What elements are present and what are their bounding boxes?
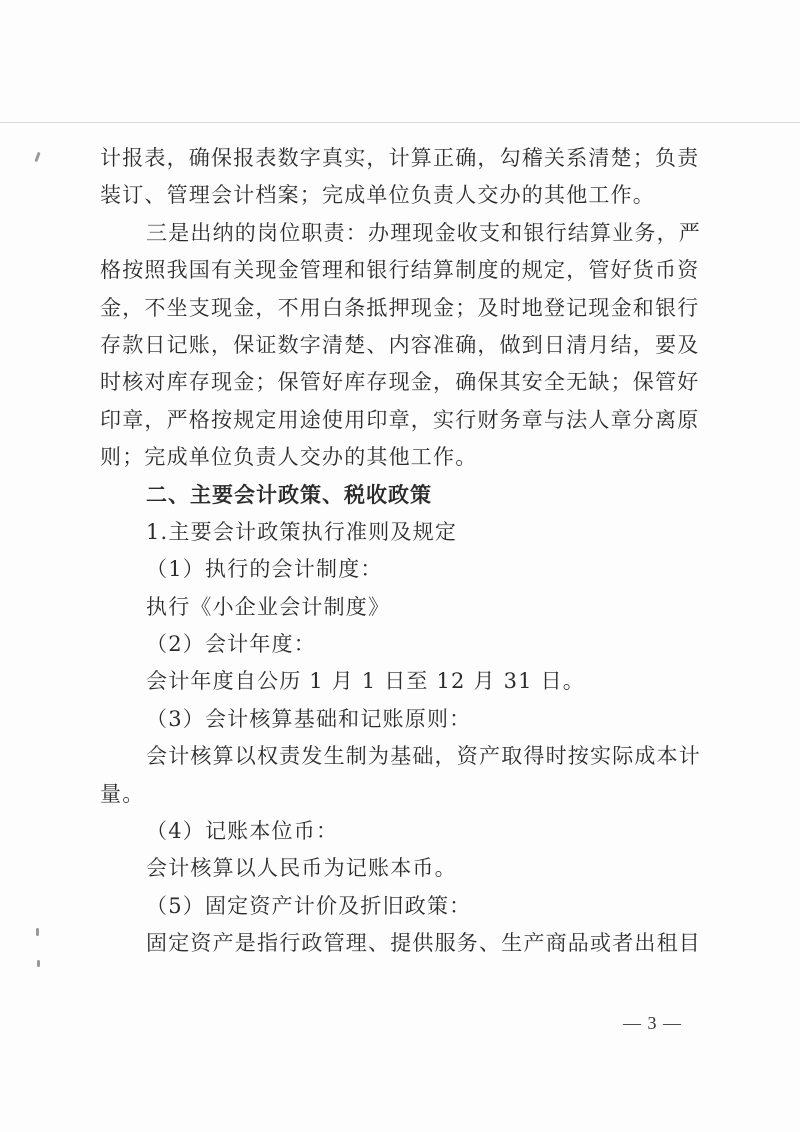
body-text (100, 140, 720, 963)
scan-mark-3 (37, 960, 40, 967)
text-line: 固定资产是指行政管理、提供服务、生产商品或者出租目 (146, 931, 701, 956)
page-number: — 3 — (623, 1013, 682, 1033)
text-line: 计报表，确保报表数字真实，计算正确，勾稽关系清楚；负责 (100, 146, 700, 170)
text-line: （1）执行的会计制度： (146, 557, 383, 582)
text-line: 时核对库存现金；保管好库存现金，确保其安全无缺；保管好 (100, 370, 700, 395)
text-line: 会计核算以权责发生制为基础，资产取得时按实际成本计 (146, 744, 701, 769)
text-line: 量。 (100, 781, 145, 806)
text-line: 则；完成单位负责人交办的其他工作。 (100, 445, 478, 470)
scan-mark-1 (34, 152, 40, 162)
subsection-heading: 1.主要会计政策执行准则及规定 (146, 519, 458, 544)
scan-mark-2 (36, 928, 39, 936)
text-line: 三是出纳的岗位职责：办理现金收支和银行结算业务，严 (146, 220, 701, 245)
text-line: （2）会计年度： (146, 632, 316, 657)
text-line: 印章，严格按规定用途使用印章，实行财务章与法人章分离原 (100, 407, 700, 432)
text-line: 金，不坐支现金，不用白条抵押现金；及时地登记现金和银行 (100, 295, 700, 320)
text-line: 会计核算以人民币为记账本币。 (146, 856, 457, 881)
text-line: 格按照我国有关现金管理和银行结算制度的规定，管好货币资 (100, 258, 700, 283)
text-line: （4）记账本位币： (146, 819, 339, 844)
text-line: 存款日记账，保证数字清楚、内容准确，做到日清月结，要及 (100, 332, 700, 357)
scan-top-rule (0, 122, 800, 123)
text-line: 执行《小企业会计制度》 (146, 594, 391, 619)
text-line: （5）固定资产计价及折旧政策： (146, 893, 472, 918)
text-line: 会计年度自公历 1 月 1 日至 12 月 31 日。 (146, 669, 585, 694)
text-line: （3）会计核算基础和记账原则： (146, 706, 472, 731)
section-heading: 二、主要会计政策、税收政策 (146, 482, 432, 507)
text-line: 装订、管理会计档案；完成单位负责人交办的其他工作。 (100, 183, 655, 208)
